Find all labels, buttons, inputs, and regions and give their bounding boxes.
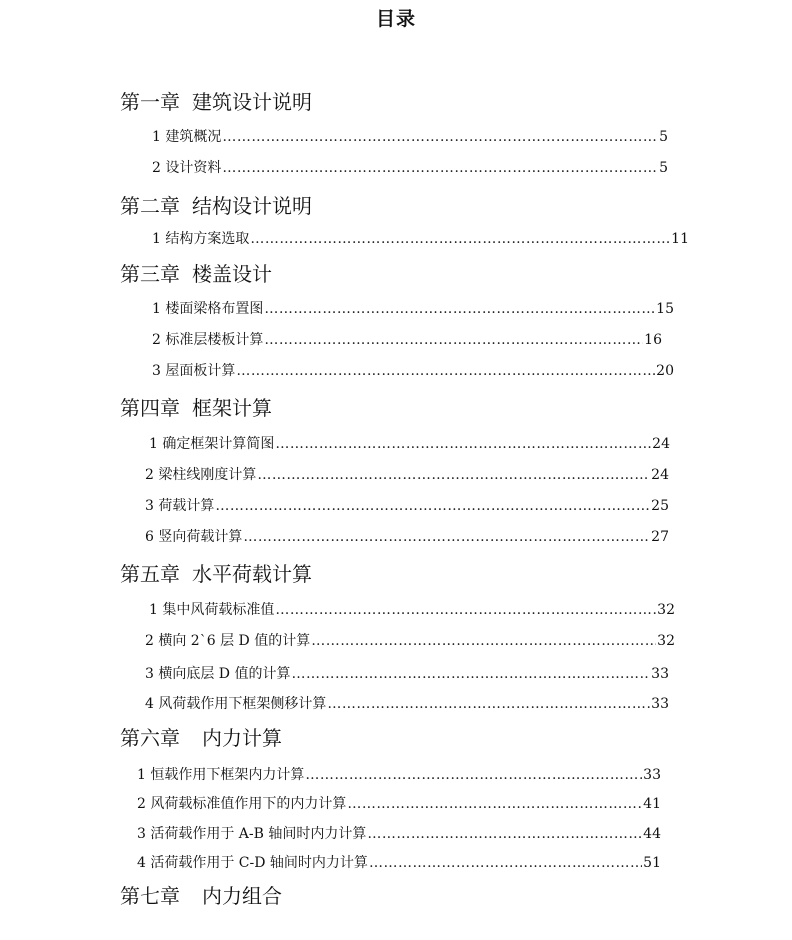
chapter-number: 第四章	[120, 396, 180, 420]
dot-leader	[222, 129, 658, 145]
dot-leader	[347, 796, 642, 812]
chapter-5-heading[interactable]	[120, 558, 312, 587]
toc-entry[interactable]	[145, 630, 675, 650]
toc-entry[interactable]	[145, 693, 669, 713]
toc-entry[interactable]	[149, 433, 670, 453]
page-number: 15	[656, 301, 674, 317]
dot-leader	[264, 332, 643, 348]
chapter-7-heading[interactable]	[120, 880, 282, 909]
page-number: 5	[659, 129, 668, 145]
page-number: 33	[651, 666, 669, 682]
page-number: 24	[651, 467, 669, 483]
entry-label: 3 横向底层 D 值的计算	[145, 666, 291, 682]
dot-leader	[243, 529, 650, 545]
toc-entry[interactable]	[152, 360, 674, 380]
dot-leader	[311, 633, 656, 649]
toc-entry[interactable]	[137, 793, 661, 813]
entry-label: 6 竖向荷载计算	[145, 529, 243, 545]
toc-entry[interactable]	[152, 126, 668, 146]
page-number: 16	[644, 332, 662, 348]
chapter-number: 第六章	[120, 726, 180, 750]
toc-entry[interactable]	[145, 495, 669, 515]
dot-leader	[275, 436, 651, 452]
chapter-number: 第二章	[120, 194, 180, 218]
dot-leader	[275, 602, 656, 618]
entry-label: 3 活荷载作用于 A-B 轴间时内力计算	[137, 826, 367, 842]
toc-entry[interactable]	[145, 663, 669, 683]
entry-label: 1 确定框架计算简图	[149, 436, 275, 452]
chapter-number: 第七章	[120, 884, 180, 908]
page-number: 24	[652, 436, 670, 452]
entry-label: 1 恒载作用下框架内力计算	[137, 767, 305, 783]
chapter-number: 第一章	[120, 90, 180, 114]
toc-entry[interactable]	[152, 298, 674, 318]
chapter-2-heading[interactable]	[120, 190, 312, 219]
entry-label: 1 结构方案选取	[152, 231, 250, 247]
dot-leader	[291, 666, 650, 682]
toc-title: 目录	[375, 8, 416, 30]
entry-label: 2 风荷载标准值作用下的内力计算	[137, 796, 347, 812]
page-number: 5	[659, 160, 668, 176]
page-number: 51	[643, 855, 661, 871]
toc-entry[interactable]	[152, 329, 662, 349]
entry-label: 4 活荷载作用于 C-D 轴间时内力计算	[137, 855, 368, 871]
toc-entry[interactable]	[149, 599, 675, 619]
page-number: 41	[643, 796, 661, 812]
entry-label: 3 荷载计算	[145, 498, 215, 514]
dot-leader	[250, 231, 670, 247]
entry-label: 3 屋面板计算	[152, 363, 236, 379]
page-number: 44	[643, 826, 661, 842]
entry-label: 2 横向 2`6 层 D 值的计算	[145, 633, 311, 649]
dot-leader	[264, 301, 655, 317]
chapter-title: 结构设计说明	[192, 194, 312, 218]
chapter-4-heading[interactable]	[120, 392, 272, 421]
entry-label: 2 标准层楼板计算	[152, 332, 264, 348]
chapter-number: 第三章	[120, 262, 180, 286]
dot-leader	[327, 696, 650, 712]
entry-label: 2 设计资料	[152, 160, 222, 176]
page-number: 32	[657, 633, 675, 649]
toc-entry[interactable]	[137, 852, 661, 872]
chapter-title: 水平荷载计算	[192, 562, 312, 586]
dot-leader	[367, 826, 642, 842]
page-number: 20	[656, 363, 674, 379]
chapter-title: 楼盖设计	[192, 262, 272, 286]
chapter-title: 框架计算	[192, 396, 272, 420]
page-number: 25	[651, 498, 669, 514]
entry-label: 4 风荷载作用下框架侧移计算	[145, 696, 327, 712]
page-number: 27	[651, 529, 669, 545]
page-number: 32	[657, 602, 675, 618]
chapter-3-heading[interactable]	[120, 258, 272, 287]
entry-label: 1 集中风荷载标准值	[149, 602, 275, 618]
toc-entry[interactable]	[152, 157, 668, 177]
entry-label: 2 梁柱线刚度计算	[145, 467, 257, 483]
dot-leader	[305, 767, 642, 783]
chapter-1-heading[interactable]	[120, 86, 312, 115]
toc-entry[interactable]	[152, 228, 689, 248]
entry-label: 1 建筑概况	[152, 129, 222, 145]
toc-entry[interactable]	[137, 823, 661, 843]
dot-leader	[369, 855, 642, 871]
dot-leader	[215, 498, 650, 514]
page-number: 11	[671, 231, 689, 247]
dot-leader	[257, 467, 650, 483]
chapter-title: 内力计算	[202, 726, 282, 750]
dot-leader	[236, 363, 655, 379]
page-number: 33	[643, 767, 661, 783]
toc-entry[interactable]	[137, 764, 661, 784]
toc-entry[interactable]	[145, 526, 669, 546]
chapter-number: 第五章	[120, 562, 180, 586]
chapter-title: 内力组合	[202, 884, 282, 908]
page-number: 33	[651, 696, 669, 712]
chapter-title: 建筑设计说明	[192, 90, 312, 114]
chapter-6-heading[interactable]	[120, 722, 282, 751]
toc-entry[interactable]	[145, 464, 669, 484]
entry-label: 1 楼面梁格布置图	[152, 301, 264, 317]
dot-leader	[222, 160, 658, 176]
